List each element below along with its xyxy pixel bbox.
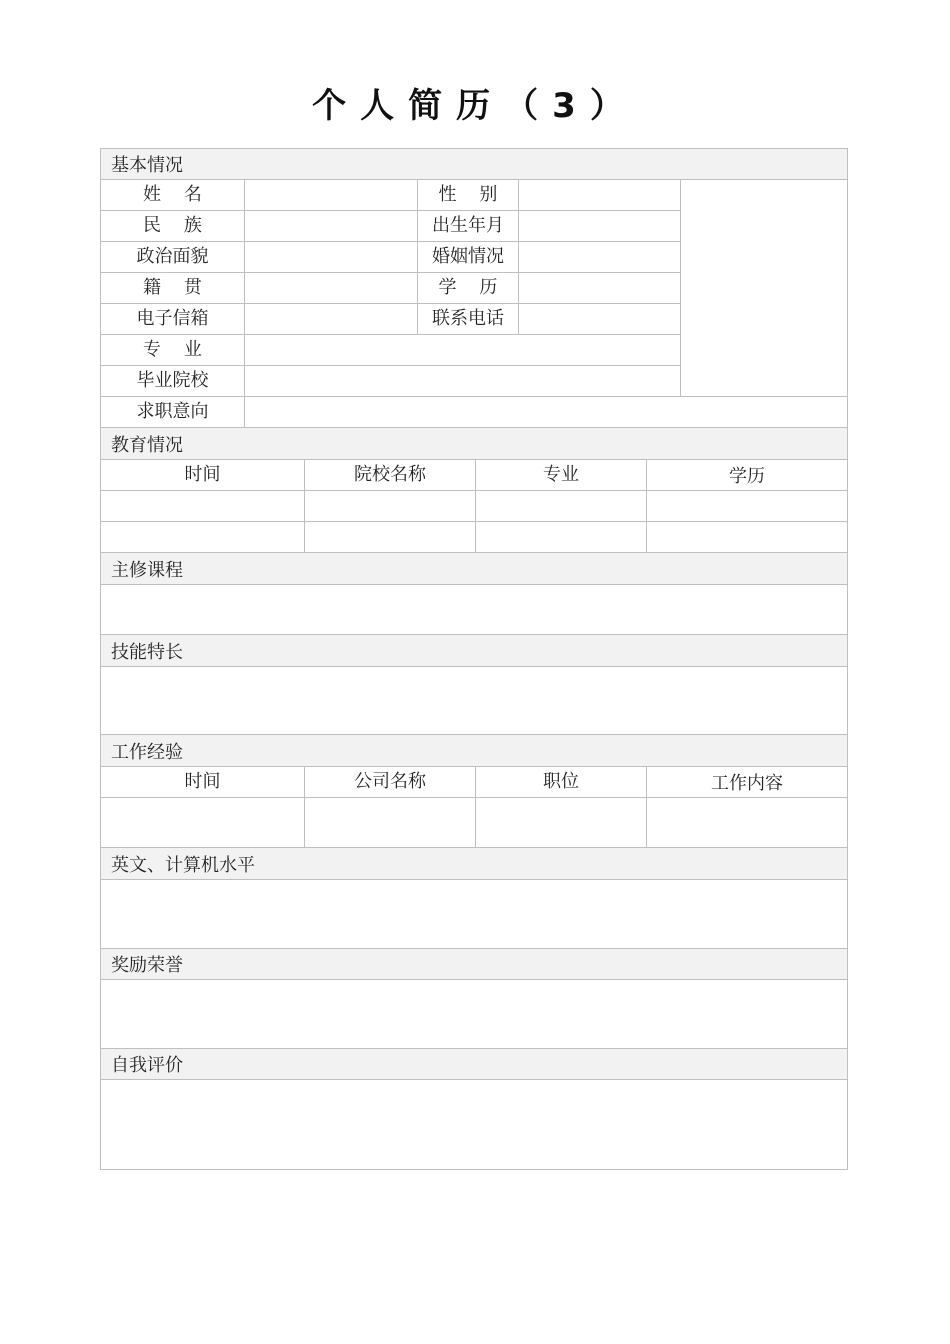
section-awards: 奖励荣誉 xyxy=(101,949,847,980)
origin-field[interactable] xyxy=(245,273,418,304)
edu-cell[interactable] xyxy=(647,522,847,553)
section-work: 工作经验 xyxy=(101,735,847,767)
work-col-time: 时间 xyxy=(101,767,305,798)
work-col-content: 工作内容 xyxy=(647,767,847,798)
marital-label: 婚姻情况 xyxy=(418,242,519,273)
section-education: 教育情况 xyxy=(101,428,847,460)
email-label: 电子信箱 xyxy=(101,304,245,335)
school-field[interactable] xyxy=(245,366,681,397)
school-label: 毕业院校 xyxy=(101,366,245,397)
edu-cell[interactable] xyxy=(647,491,847,522)
edu-col-major: 专业 xyxy=(476,460,647,491)
edu-col-degree: 学历 xyxy=(647,460,847,491)
political-label: 政治面貌 xyxy=(101,242,245,273)
major-label: 专 业 xyxy=(101,335,245,366)
edu-cell[interactable] xyxy=(305,491,476,522)
gender-field[interactable] xyxy=(519,180,681,211)
resume-form xyxy=(100,148,848,1170)
gender-label: 性 别 xyxy=(418,180,519,211)
degree-label: 学 历 xyxy=(418,273,519,304)
ethnicity-field[interactable] xyxy=(245,211,418,242)
photo-box[interactable] xyxy=(681,180,847,397)
degree-field[interactable] xyxy=(519,273,681,304)
edu-cell[interactable] xyxy=(101,522,305,553)
name-field[interactable] xyxy=(245,180,418,211)
edu-col-time: 时间 xyxy=(101,460,305,491)
edu-cell[interactable] xyxy=(305,522,476,553)
section-courses: 主修课程 xyxy=(101,553,847,585)
edu-col-school: 院校名称 xyxy=(305,460,476,491)
edu-cell[interactable] xyxy=(101,491,305,522)
self-eval-field[interactable] xyxy=(101,1080,847,1169)
section-self-eval: 自我评价 xyxy=(101,1049,847,1080)
section-basic-info: 基本情况 xyxy=(101,149,847,180)
language-field[interactable] xyxy=(101,880,847,949)
phone-field[interactable] xyxy=(519,304,681,335)
work-col-company: 公司名称 xyxy=(305,767,476,798)
edu-cell[interactable] xyxy=(476,491,647,522)
work-cell[interactable] xyxy=(101,798,305,848)
section-language: 英文、计算机水平 xyxy=(101,848,847,880)
objective-label: 求职意向 xyxy=(101,397,245,428)
birth-field[interactable] xyxy=(519,211,681,242)
ethnicity-label: 民 族 xyxy=(101,211,245,242)
work-cell[interactable] xyxy=(305,798,476,848)
work-cell[interactable] xyxy=(476,798,647,848)
work-cell[interactable] xyxy=(647,798,847,848)
marital-field[interactable] xyxy=(519,242,681,273)
section-skills: 技能特长 xyxy=(101,635,847,667)
origin-label: 籍 贯 xyxy=(101,273,245,304)
courses-field[interactable] xyxy=(101,585,847,635)
awards-field[interactable] xyxy=(101,980,847,1049)
edu-cell[interactable] xyxy=(476,522,647,553)
page-title: 个人简历（3） xyxy=(312,86,638,126)
work-col-position: 职位 xyxy=(476,767,647,798)
major-field[interactable] xyxy=(245,335,681,366)
birth-label: 出生年月 xyxy=(418,211,519,242)
objective-field[interactable] xyxy=(245,397,847,428)
phone-label: 联系电话 xyxy=(418,304,519,335)
political-field[interactable] xyxy=(245,242,418,273)
skills-field[interactable] xyxy=(101,667,847,735)
email-field[interactable] xyxy=(245,304,418,335)
name-label: 姓 名 xyxy=(101,180,245,211)
